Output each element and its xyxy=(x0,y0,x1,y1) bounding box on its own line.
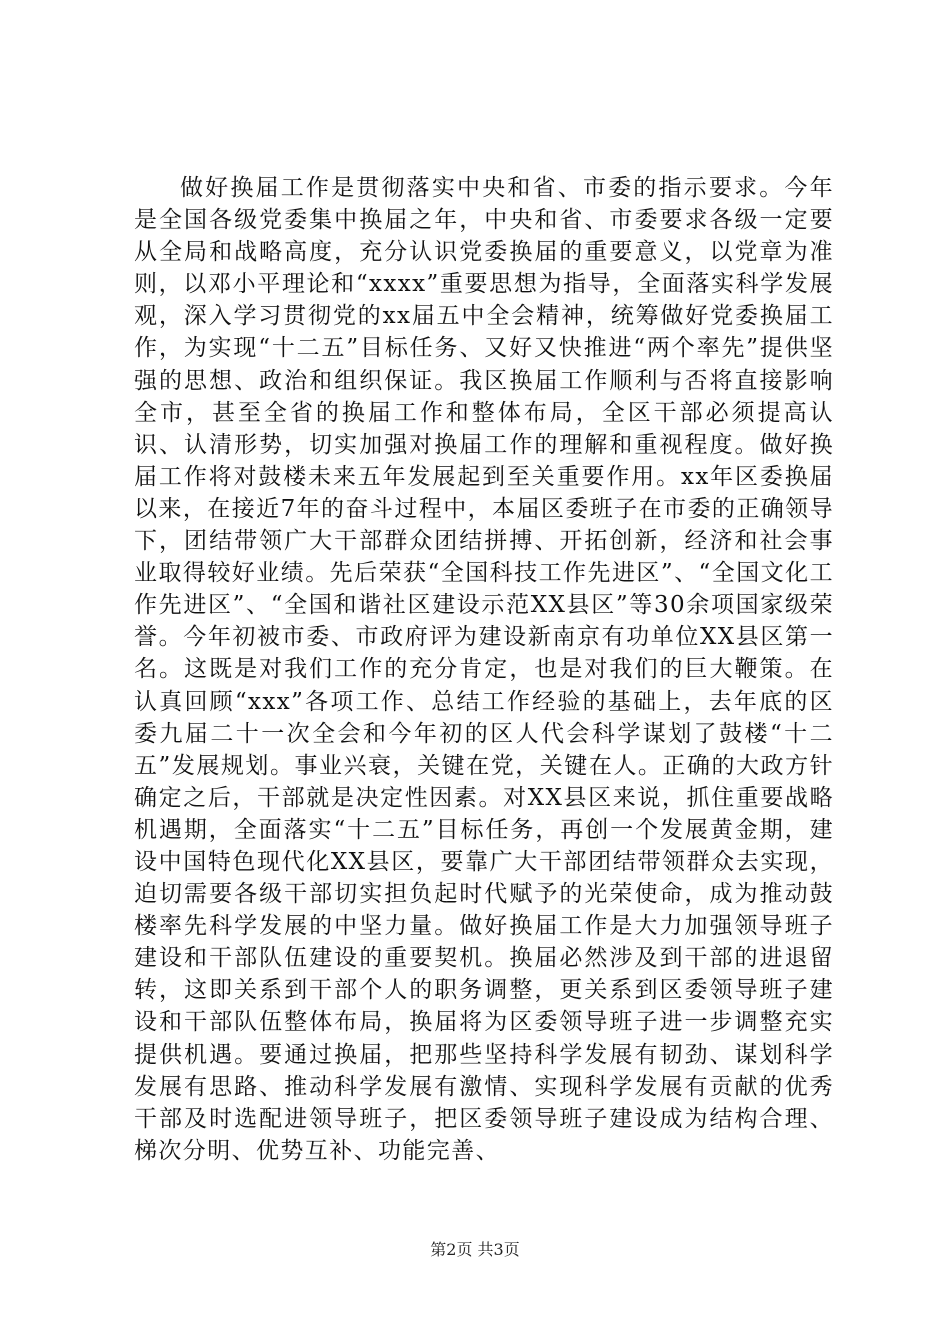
page-footer xyxy=(0,1240,950,1260)
body-paragraph: 做好换届工作是贯彻落实中央和省、市委的指示要求。今年是全国各级党委集中换届之年，中央和省、市委要求各级一定要从全局和战略高度，充分认识党委换届的重要意义，以党章为准则，以邓小平理论和“xxxx”重要思想为指导，全面落实科学发展观，深入学习贯彻党的xx届五中全会精神，统筹做好党委换届工作，为实现“十二五”目标任务、又好又快推进“两个率先”提供坚强的思想、政治和组织保证。我区换届工作顺利与否将直接影响全市，甚至全省的换届工作和整体布局，全区干部必须提高认识、认清形势，切实加强对换届工作的理解和重视程度。做好换届工作将对鼓楼未来五年发展起到至关重要作用。xx年区委换届以来，在接近7年的奋斗过程中，本届区委班子在市委的正确领导下，团结带领广大干部群众团结拼搏、开拓创新，经济和社会事业取得较好业绩。先后荣获“全国科技工作先进区”、“全国文化工作先进区”、“全国和谐社区建设示范XX县区”等30余项国家级荣誉。今年初被市委、市政府评为建设新南京有功单位XX县区第一名。这既是对我们工作的充分肯定，也是对我们的巨大鞭策。在认真回顾“xxx”各项工作、总结工作经验的基础上，去年底的区委九届二十一次全会和今年初的区人代会科学谋划了鼓楼“十二五”发展规划。事业兴衰，关键在党，关键在人。正确的大政方针确定之后，干部就是决定性因素。对XX县区来说，抓住重要战略机遇期，全面落实“十二五”目标任务，再创一个发展黄金期，建设中国特色现代化XX县区，要靠广大干部团结带领群众去实现，迫切需要各级干部切实担负起时代赋予的光荣使命，成为推动鼓楼率先科学发展的中坚力量。做好换届工作是大力加强领导班子建设和干部队伍建设的重要契机。换届必然涉及到干部的进退留转，这即关系到干部个人的职务调整，更关系到区委领导班子建设和干部队伍整体布局，换届将为区委领导班子进一步调整充实提供机遇。要通过换届，把那些坚持科学发展有韧劲、谋划科学发展有思路、推动科学发展有激情、实现科学发展有贡献的优秀干部及时选配进领导班子，把区委领导班子建设成为结构合理、梯次分明、优势互补、功能完善、 xyxy=(134,175,834,1164)
page-number-indicator: 第2页 共3页 xyxy=(430,1240,520,1259)
